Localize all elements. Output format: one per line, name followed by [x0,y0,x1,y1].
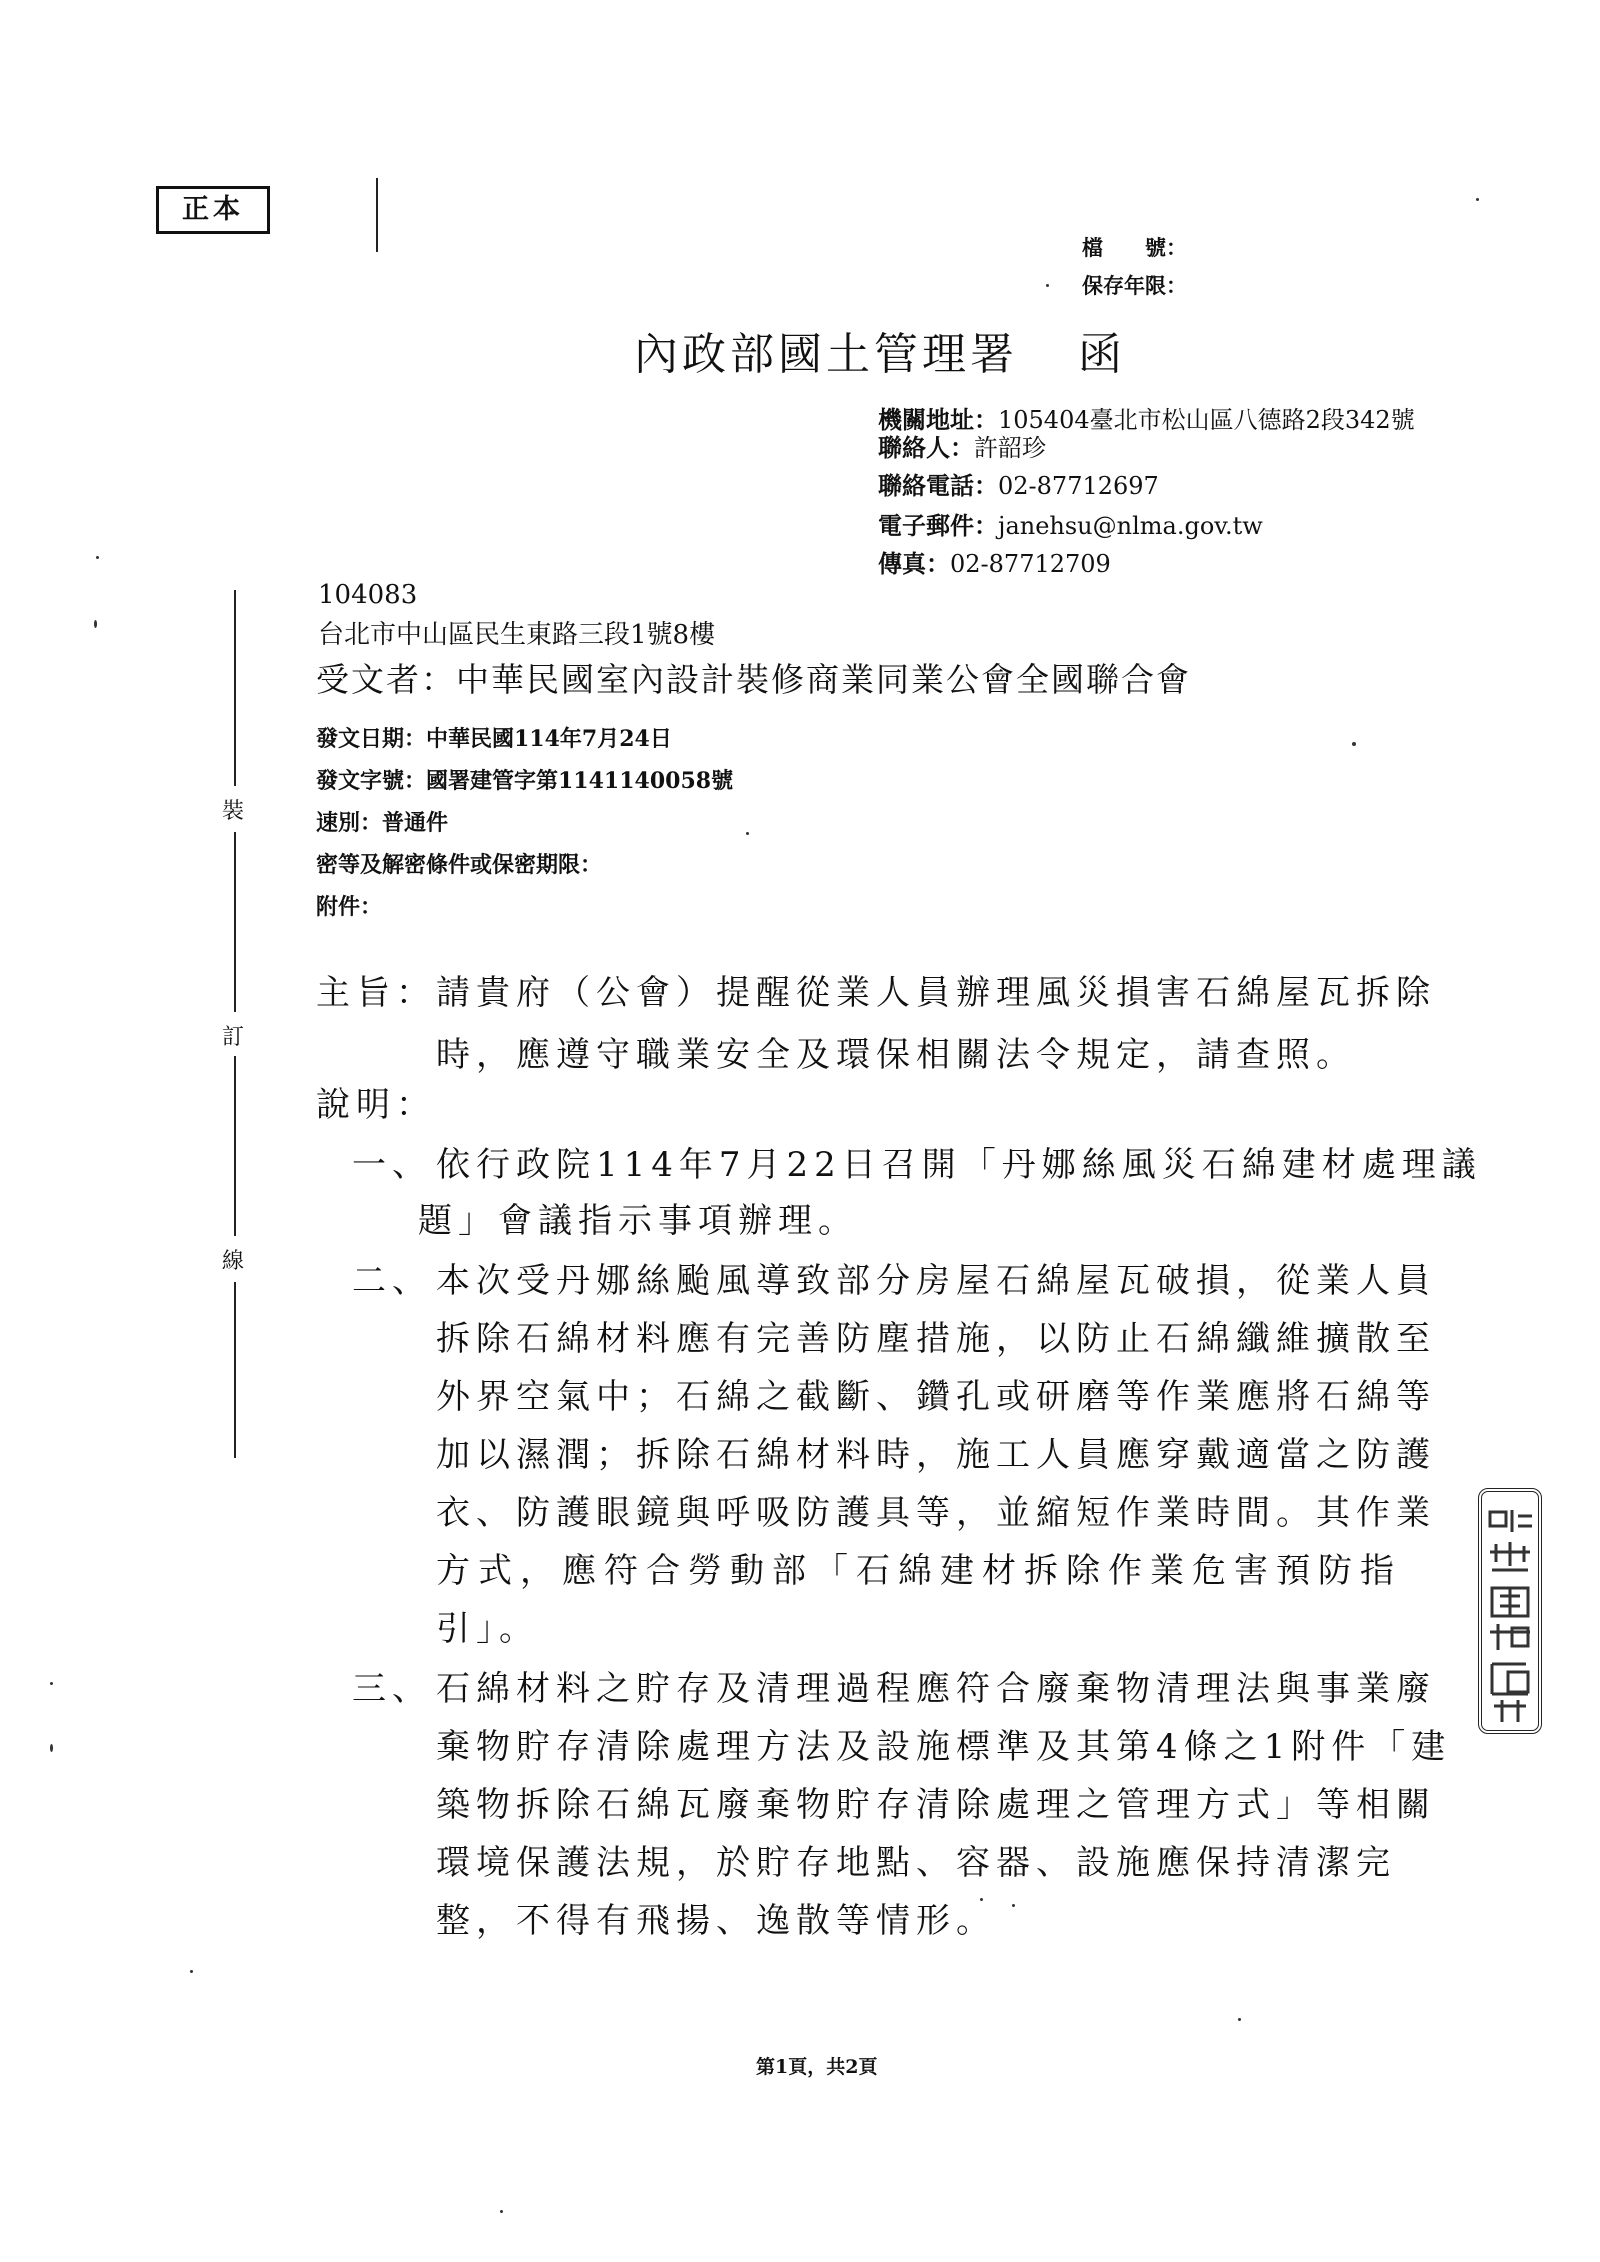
item-2-line: 衣、防護眼鏡與呼吸防護具等，並縮短作業時間。其作業 [436,1493,1436,1533]
contact-person-value: 許韶珍 [974,434,1046,462]
doc-number: 發文字號：國署建管字第1141140058號 [316,768,734,794]
scan-speck [50,1744,53,1752]
item-number-3: 三、 [352,1669,432,1709]
binding-mark-top: 裝 [222,799,245,824]
item-1-line: 依行政院114年7月22日召開「丹娜絲風災石綿建材處理議 [436,1145,1482,1185]
contact-email-value: janehsu@nlma.gov.tw [998,512,1263,540]
recipient [316,654,1191,701]
issue-date: 發文日期：中華民國114年7月24日 [316,726,672,752]
file-number-label: 檔 號： [1082,235,1187,260]
item-1-line: 題」會議指示事項辦理。 [418,1201,858,1241]
contact-address-value: 105404臺北市松山區八德路2段342號 [998,406,1415,434]
delivery-speed: 速別：普通件 [316,810,449,836]
subject-line-2: 時，應遵守職業安全及環保相關法令規定，請查照。 [436,1035,1356,1075]
item-2-line: 引」。 [436,1609,539,1649]
item-3-line: 棄物貯存清除處理方法及設施標準及其第4條之1附件「建 [436,1727,1452,1767]
official-seal [1478,1488,1542,1734]
item-2-line: 方式，應符合勞動部「石綿建材拆除作業危害預防指 [436,1551,1402,1591]
recipient-name: 中華民國室內設計裝修商業同業公會全國聯合會 [456,660,1191,699]
binding-line-top [234,590,236,786]
contact-person-label: 聯絡人： [878,433,974,462]
subject-label: 主旨： [316,973,436,1013]
binding-mark-middle: 訂 [222,1025,245,1050]
binding-line-middle [234,832,236,1012]
attachments: 附件： [316,894,383,920]
scan-speck [1012,1904,1015,1907]
item-2-line: 本次受丹娜絲颱風導致部分房屋石綿屋瓦破損，從業人員 [436,1261,1436,1301]
doc-type: 函 [1078,329,1126,380]
page-number: 第1頁，共2頁 [756,2056,878,2078]
item-number-2: 二、 [352,1261,432,1301]
scan-speck [1238,2018,1241,2021]
item-3-line: 築物拆除石綿瓦廢棄物貯存清除處理之管理方式」等相關 [436,1785,1436,1825]
explanation-label: 說明： [316,1085,436,1125]
scan-speck [50,1682,53,1685]
scan-speck [746,832,749,835]
secrecy-level: 密等及解密條件或保密期限： [316,852,603,878]
item-3-line: 環境保護法規，於貯存地點、容器、設施應保持清潔完 [436,1843,1396,1883]
contact-fax-value: 02-87712709 [950,550,1111,578]
item-2-line: 外界空氣中；石綿之截斷、鑽孔或研磨等作業應將石綿等 [436,1377,1436,1417]
contact-person [878,428,1046,463]
subject-line-1: 請貴府（公會）提醒從業人員辦理風災損害石綿屋瓦拆除 [436,973,1436,1013]
scan-speck [1046,284,1049,287]
binding-line-bottom [234,1282,236,1458]
retention-label: 保存年限： [1082,273,1187,298]
contact-phone [878,466,1159,501]
contact-email [878,506,1263,541]
copy-stamp: 正本 [156,186,270,234]
scan-speck [190,1970,193,1973]
contact-fax [878,544,1111,579]
contact-phone-value: 02-87712697 [998,472,1159,500]
contact-address-label: 機關地址： [878,405,998,434]
contact-phone-label: 聯絡電話： [878,471,998,500]
scan-speck [1476,198,1479,201]
scan-speck [500,2210,503,2213]
contact-email-label: 電子郵件： [878,511,998,540]
recipient-label: 受文者： [316,660,456,699]
binding-mark-bottom: 線 [222,1249,245,1274]
scan-mark [376,178,378,252]
item-number-1: 一、 [352,1145,432,1185]
scan-speck [94,620,97,628]
recipient-address: 台北市中山區民生東路三段1號8樓 [318,620,716,650]
item-3-line: 石綿材料之貯存及清理過程應符合廢棄物清理法與事業廢 [436,1669,1436,1709]
scan-speck [1352,742,1356,746]
contact-fax-label: 傳真： [878,549,950,578]
agency-title: 內政部國土管理署 [634,329,1018,380]
scan-speck [96,556,99,559]
recipient-postal-code: 104083 [318,580,418,610]
scan-speck [980,1898,983,1901]
item-3-line: 整，不得有飛揚、逸散等情形。 [436,1901,996,1941]
item-2-line: 拆除石綿材料應有完善防塵措施，以防止石綿纖維擴散至 [436,1319,1436,1359]
binding-line-lower [234,1056,236,1236]
item-2-line: 加以濕潤；拆除石綿材料時，施工人員應穿戴適當之防護 [436,1435,1436,1475]
